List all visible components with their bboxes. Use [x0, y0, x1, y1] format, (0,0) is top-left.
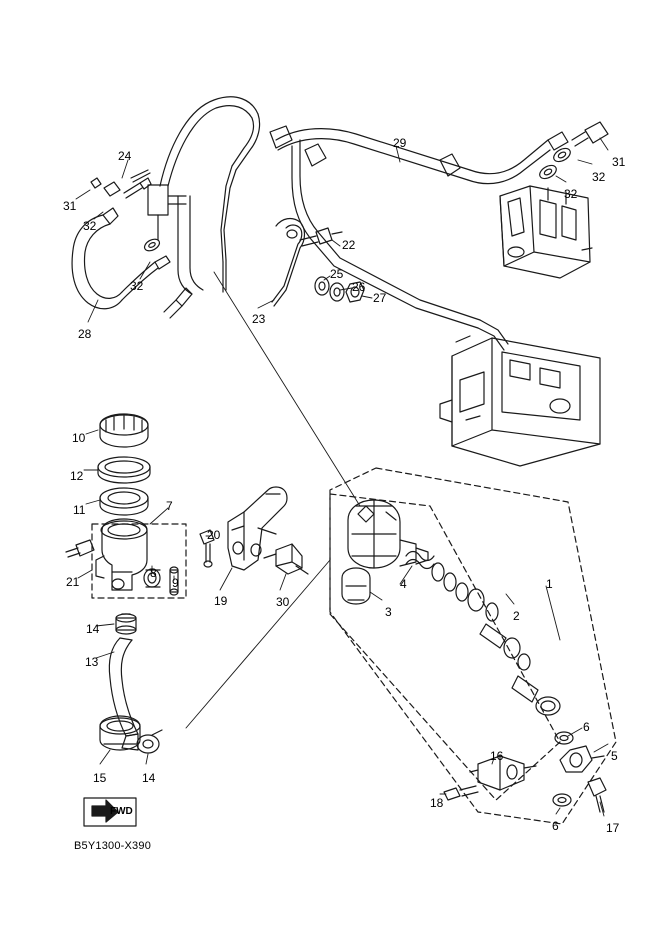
callout-20: 20: [207, 528, 221, 542]
callout-26: 26: [352, 280, 366, 294]
callout-5: 5: [611, 749, 618, 763]
boot-3: [342, 568, 370, 604]
callout-7: 7: [166, 499, 173, 513]
fwd-direction-label: FWD: [110, 806, 133, 817]
callout-30: 30: [276, 595, 290, 609]
bracket-19: [228, 487, 287, 570]
bracket-23: [272, 219, 318, 306]
part-code-label: B5Y1300-X390: [74, 840, 152, 852]
callout-9: 9: [172, 576, 179, 590]
callout-25: 25: [330, 267, 344, 281]
brake-pipe-29: [160, 97, 568, 350]
master-cylinder-body: [348, 500, 428, 568]
callout-11: 11: [73, 503, 86, 517]
gasket-11: [100, 488, 148, 515]
callout-23: 23: [252, 312, 266, 326]
abs-modulator-upper: [500, 186, 592, 278]
washer-26: [330, 283, 344, 301]
callout-28: 28: [78, 327, 92, 341]
callout-24: 24: [118, 149, 132, 163]
callout-32-a: 32: [83, 219, 97, 233]
callout-13: 13: [85, 655, 99, 669]
callout-18: 18: [430, 796, 444, 810]
piston-parts-row: [432, 563, 560, 715]
callout-12: 12: [70, 469, 84, 483]
spring-4: [406, 552, 434, 569]
dashed-group-2: [330, 494, 560, 800]
callout-2: 2: [513, 609, 520, 623]
callout-21: 21: [66, 575, 80, 589]
washer-25: [315, 277, 329, 295]
callout-4: 4: [400, 577, 407, 591]
bolt-22: [316, 228, 342, 244]
callout-32-d: 32: [564, 187, 578, 201]
callout-3: 3: [385, 605, 392, 619]
callout-29: 29: [393, 136, 407, 150]
callout-14-upper: 14: [86, 622, 100, 636]
pipe-assembly-upper: [148, 185, 203, 318]
reservoir-tank-7: [96, 519, 147, 590]
clamp-14-upper: [116, 614, 136, 634]
callout-14-lower: 14: [142, 771, 156, 785]
callout-6-lower: 6: [552, 819, 559, 833]
union-bolt-24: [91, 170, 151, 198]
callout-32-b: 32: [130, 279, 144, 293]
callout-27: 27: [373, 291, 387, 305]
callout-31-right: 31: [612, 155, 626, 169]
callout-10: 10: [72, 431, 86, 445]
dashed-group-1: [330, 468, 616, 824]
callout-31-left: 31: [63, 199, 77, 213]
callout-22: 22: [342, 238, 356, 252]
callout-1: 1: [546, 577, 553, 591]
callout-8: 8: [150, 566, 157, 580]
switch-30: [264, 544, 308, 574]
washer-6-lower: [553, 794, 571, 806]
callout-19: 19: [214, 594, 228, 608]
clamp-14-lower: [137, 730, 162, 753]
reservoir-cap-10: [100, 414, 148, 447]
callout-15: 15: [93, 771, 107, 785]
callout-17: 17: [606, 821, 620, 835]
callout-6-upper: 6: [583, 720, 590, 734]
callout-32-c: 32: [592, 170, 606, 184]
abs-unit-lower: [440, 336, 600, 466]
joint-15: [100, 716, 140, 750]
diaphragm-12: [98, 457, 150, 483]
callout-16: 16: [490, 749, 504, 763]
bolt-17: [588, 778, 606, 812]
screw-21: [66, 540, 94, 557]
